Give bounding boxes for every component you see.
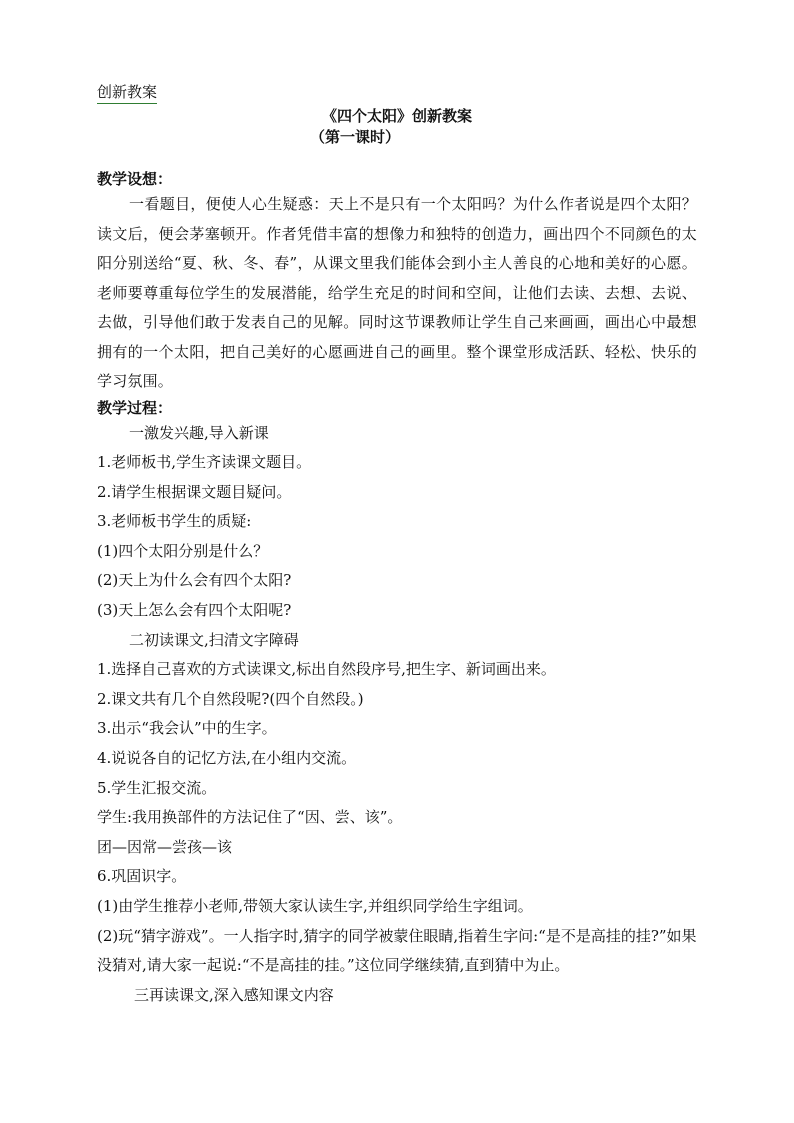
document-body	[97, 168, 697, 1010]
step-heading-2: 二初读课文,扫清文字障碍	[129, 630, 299, 649]
list-item: 团—因常—尝孩—该	[97, 837, 233, 856]
list-item: (2)天上为什么会有四个太阳?	[97, 571, 292, 590]
list-item: (3)天上怎么会有四个太阳呢?	[97, 601, 292, 620]
list-item: 5.学生汇报交流。	[97, 778, 217, 797]
step-heading-3: 三再读课文,深入感知课文内容	[134, 985, 334, 1004]
list-item: 1.选择自己喜欢的方式读课文,标出自然段序号,把生字、新词画出来。	[97, 660, 556, 679]
list-item: (2)玩“猜字游戏”。一人指字时,猜字的同学被蒙住眼睛,指着生字问:“是不是高挂的挂?”如果没猜对,请大家一起说:“不是高挂的挂。”这位同学继续猜,直到猜中为止。	[97, 926, 697, 975]
list-item: (1)四个太阳分别是什么？	[97, 541, 269, 560]
design-paragraph: 一看题目，便使人心生疑惑：天上不是只有一个太阳吗？为什么作者说是四个太阳？读文后，便会茅塞顿开。作者凭借丰富的想像力和独特的创造力，画出四个不同颜色的太阳分别送给“夏、秋、冬、春”，从课文里我们能体会到小主人善良的心地和美好的心愿。老师要尊重每位学生的发展潜能，给学生充足的时间和空间，让他们去读、去想、去说、去做，引导他们敢于发表自己的见解。同时这节课教师让学生自己来画画，画出心中最想拥有的一个太阳，把自己美好的心愿画进自己的画里。整个课堂形成活跃、轻松、快乐的学习氛围。	[97, 195, 697, 390]
list-item: (1)由学生推荐小老师,带领大家认读生字,并组织同学给生字组词。	[97, 897, 533, 915]
list-item: 2.课文共有几个自然段呢?(四个自然段。)	[97, 689, 364, 708]
document-subtitle: （第一课时）	[309, 128, 400, 146]
list-item: 1.老师板书,学生齐读课文题目。	[97, 453, 312, 472]
document-title: 《四个太阳》创新教案	[321, 107, 472, 125]
list-item: 4.说说各自的记忆方法,在小组内交流。	[97, 749, 357, 768]
list-item: 2.请学生根据课文题目疑问。	[97, 482, 292, 501]
section-heading-design: 教学设想：	[97, 170, 173, 188]
list-item: 3.老师板书学生的质疑:	[97, 512, 252, 531]
step-heading-1: 一激发兴趣,导入新课	[129, 423, 269, 442]
header-tag: 创新教案	[97, 82, 157, 104]
list-item: 6.巩固识字。	[97, 867, 187, 886]
list-item: 3.出示“我会认”中的生字。	[97, 719, 277, 738]
list-item: 学生:我用换部件的方法记住了“因、尝、该”。	[97, 808, 403, 827]
section-heading-process: 教学过程：	[97, 398, 173, 417]
